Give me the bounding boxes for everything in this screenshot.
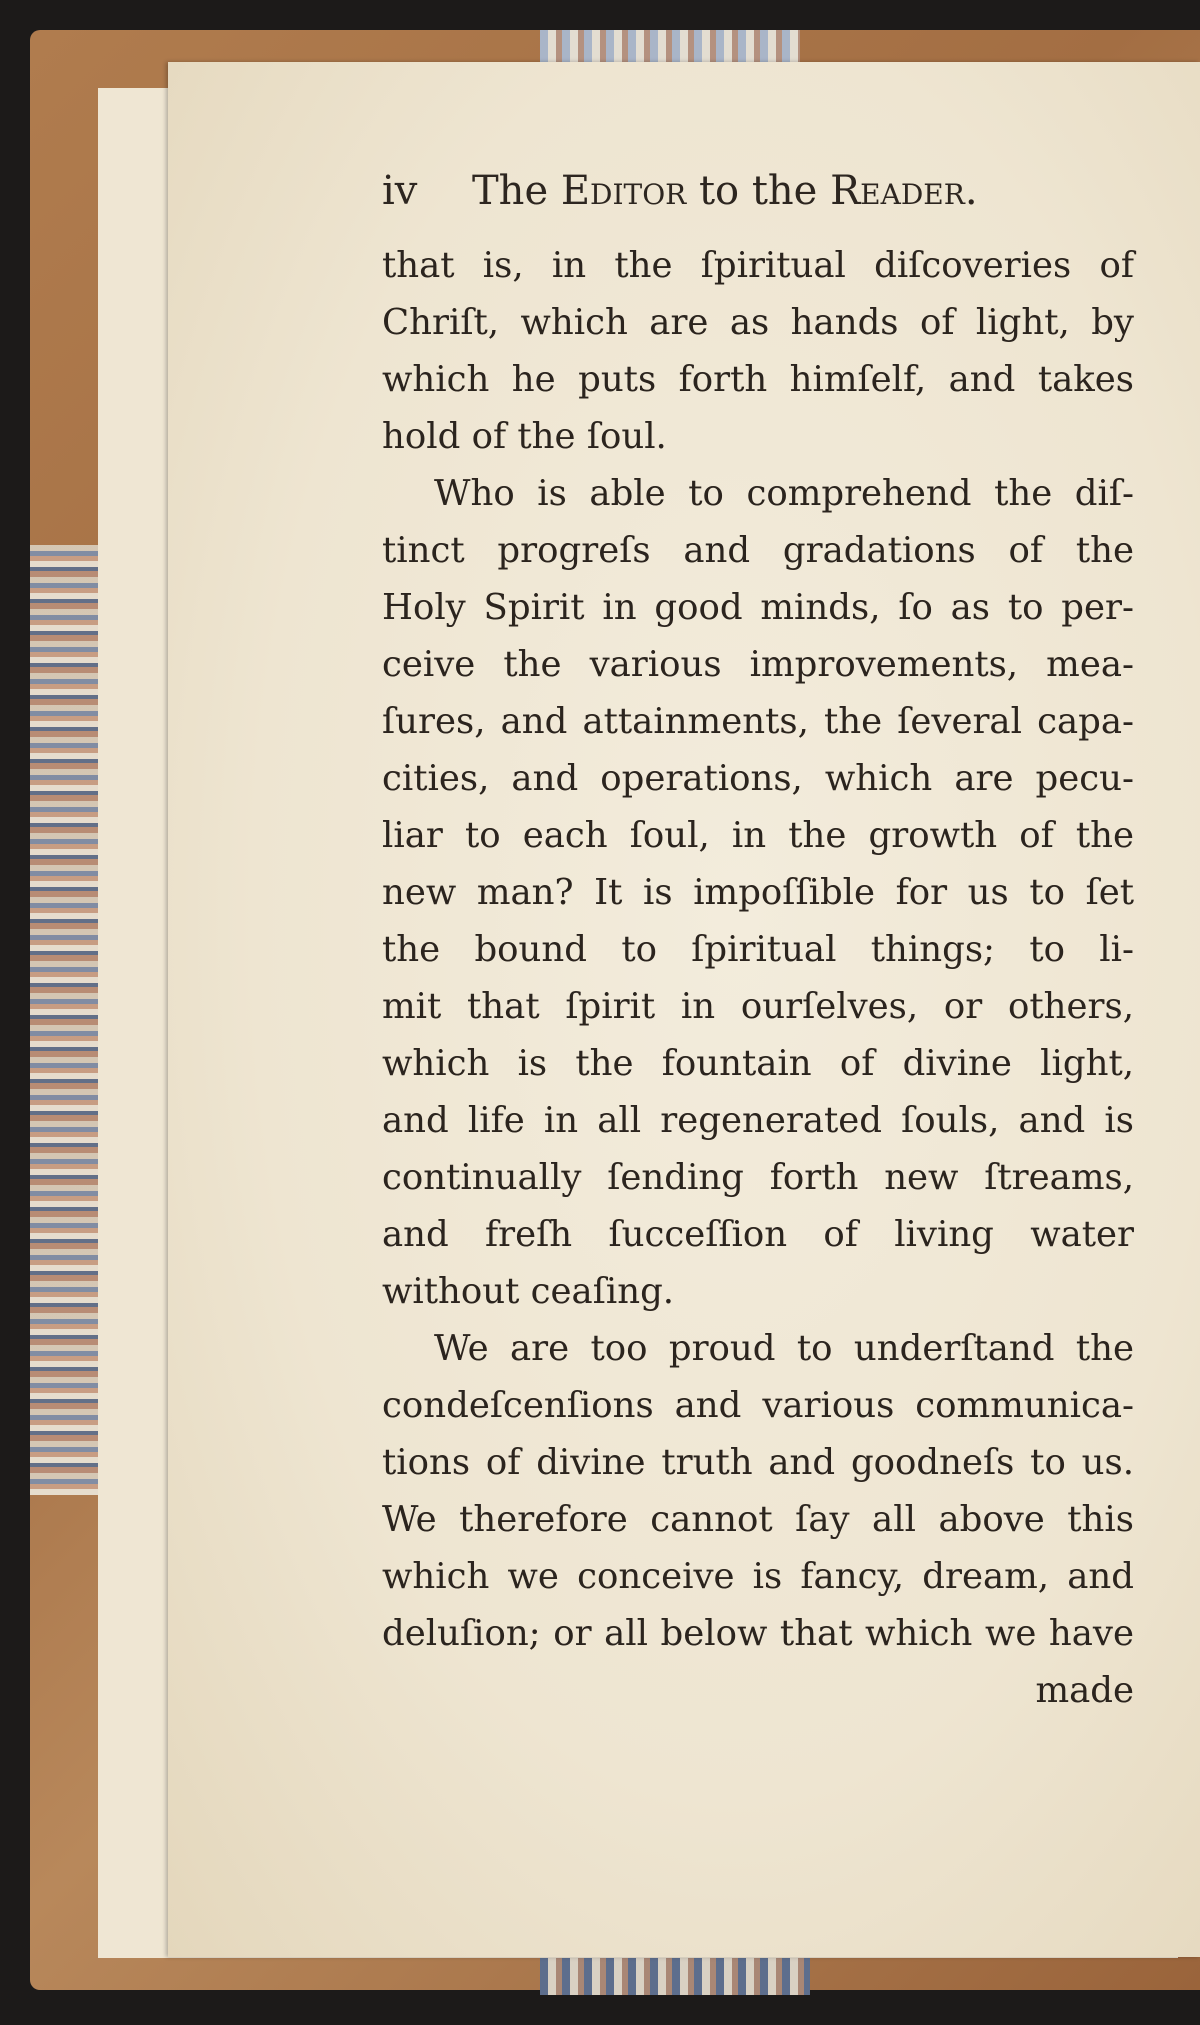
page-number: iv <box>382 168 418 214</box>
text-line: that is, in the ſpiritual diſcoveries of <box>382 245 1134 286</box>
text-line: without ceaſing. <box>382 1271 675 1312</box>
text-line: Holy Spirit in good minds, ſo as to per- <box>382 587 1134 628</box>
text-line: condeſcenſions and various communica- <box>382 1385 1134 1426</box>
text-line: ceive the various improvements, mea- <box>382 644 1134 685</box>
body-text <box>382 237 1134 1719</box>
text-line: and freſh ſucceſſion of living water <box>382 1214 1134 1255</box>
text-line: the bound to ſpiritual things; to li- <box>382 929 1134 970</box>
text-line: tions of divine truth and goodneſs to us. <box>382 1442 1134 1483</box>
text-line: ſures, and attainments, the ſeveral capa- <box>382 701 1134 742</box>
text-line: cities, and operations, which are pecu- <box>382 758 1134 799</box>
text-line: Chriſt, which are as hands of light, by <box>382 302 1134 343</box>
text-line: which he puts forth himſelf, and takes <box>382 359 1134 400</box>
running-head <box>382 165 1122 217</box>
text-line: new man? It is impoſſible for us to ſet <box>382 872 1134 913</box>
marbled-edge-bottom <box>540 1955 810 1995</box>
text-line: liar to each ſoul, in the growth of the <box>382 815 1134 856</box>
text-line: We therefore cannot ſay all above this <box>382 1499 1134 1540</box>
text-line: which we conceive is fancy, dream, and <box>382 1556 1134 1597</box>
text-line: continually ſending forth new ſtreams, <box>382 1157 1134 1198</box>
catchword: made <box>1035 1670 1134 1711</box>
text-line: Who is able to comprehend the diſ- <box>434 473 1134 514</box>
text-line: which is the fountain of divine light, <box>382 1043 1134 1084</box>
running-title: The Editor to the Reader. <box>472 168 978 214</box>
marbled-endpaper <box>30 545 100 1495</box>
text-line: tinct progreſs and gradations of the <box>382 530 1134 571</box>
text-line: hold of the ſoul. <box>382 416 667 457</box>
text-line: We are too proud to underſtand the <box>434 1328 1134 1369</box>
text-line: deluſion; or all below that which we have <box>382 1613 1134 1654</box>
text-line: and life in all regenerated ſouls, and is <box>382 1100 1134 1141</box>
text-line: mit that ſpirit in ourſelves, or others, <box>382 986 1134 1027</box>
